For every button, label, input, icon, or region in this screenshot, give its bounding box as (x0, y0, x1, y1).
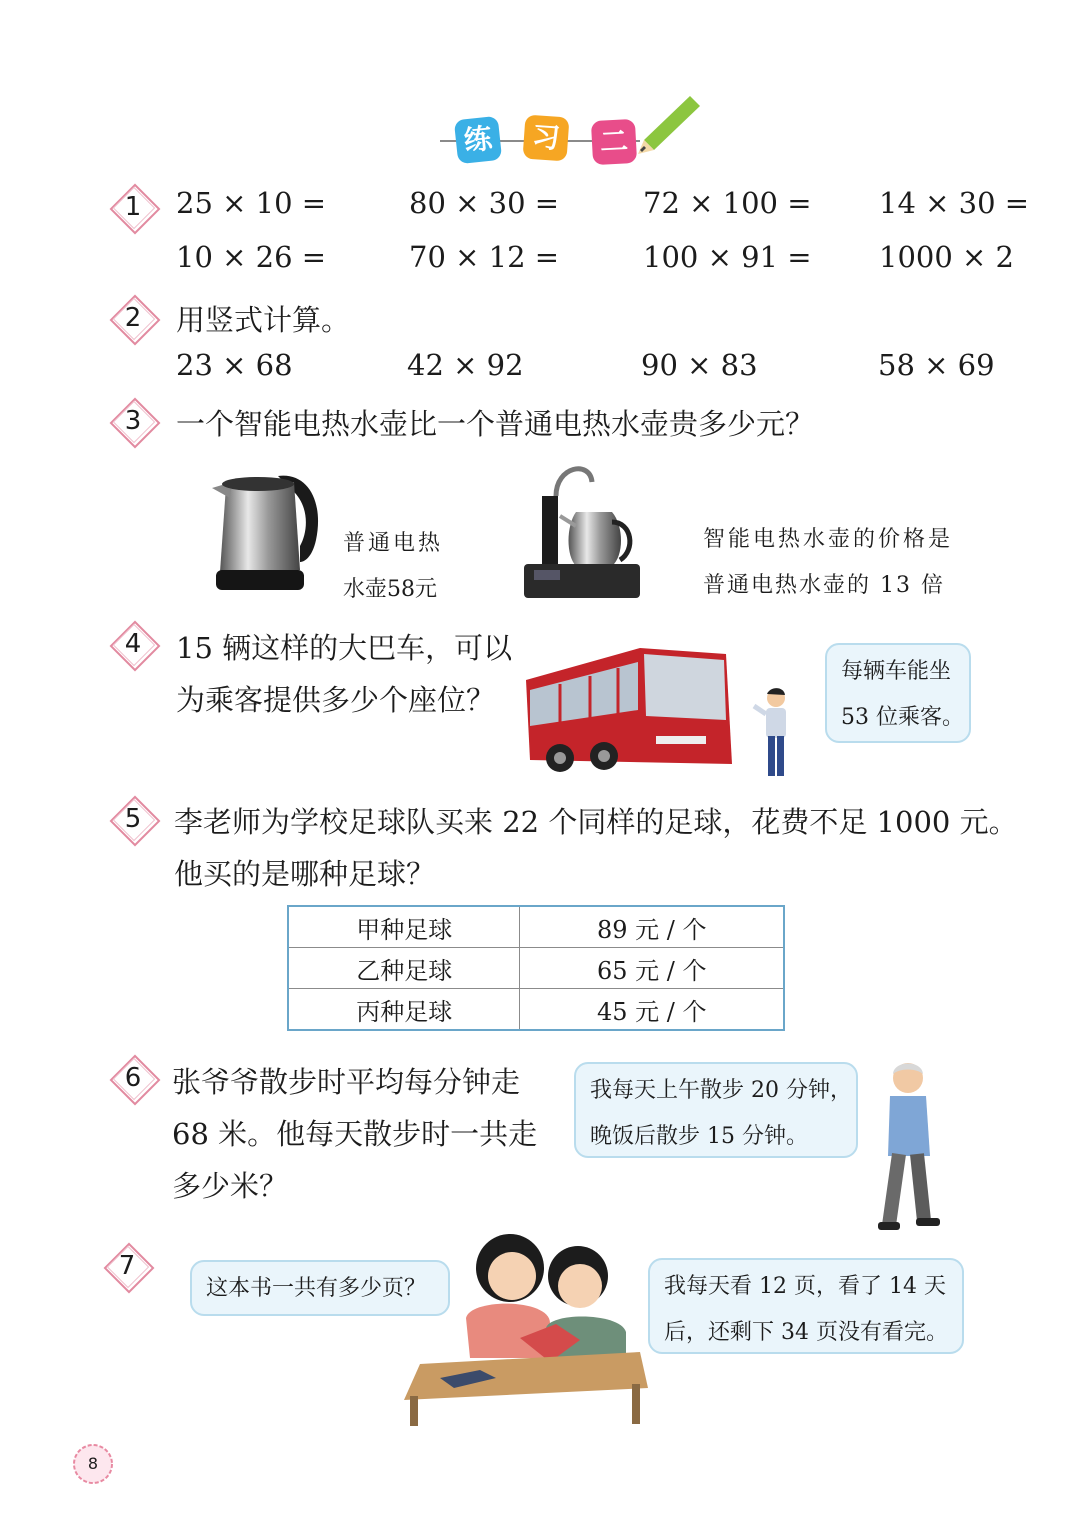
p5-question: 李老师为学校足球队买来 22 个同样的足球，花费不足 1000 元。 (174, 805, 1018, 839)
title-char-3: 二 (591, 119, 637, 165)
problem-5-number: 5 (113, 799, 153, 839)
p1-expr: 100 × 91 = (643, 240, 812, 274)
children-reading-illustration (400, 1228, 650, 1428)
p3-label-smart: 智能电热水壶的价格是 (703, 527, 954, 552)
problem-1-number: 1 (113, 187, 153, 227)
title-char-2: 习 (523, 115, 570, 162)
table-cell: 45 元 / 个 (520, 989, 784, 1031)
p2-expr: 58 × 69 (878, 348, 995, 382)
pencil-icon (636, 94, 706, 154)
table-cell: 89 元 / 个 (520, 906, 784, 948)
problem-7-number: 7 (107, 1246, 147, 1286)
p5-question: 他买的是哪种足球？ (174, 857, 436, 891)
p6-speech-bubble (574, 1062, 858, 1158)
p3-label-normal: 普通电热 (343, 531, 444, 556)
problem-6-number: 6 (113, 1058, 153, 1098)
problem-2-number: 2 (113, 298, 153, 338)
p7-speech-bubble-right (648, 1258, 964, 1354)
problem-4-number: 4 (113, 624, 153, 664)
p1-expr: 10 × 26 = (176, 240, 327, 274)
page-number: 8 (87, 1454, 99, 1473)
p1-expr: 72 × 100 = (643, 186, 812, 220)
p1-expr: 70 × 12 = (409, 240, 560, 274)
table-cell: 乙种足球 (288, 948, 520, 989)
kettle-illustration (208, 462, 328, 598)
price-table (287, 905, 785, 1031)
p4-question: 为乘客提供多少个座位？ (176, 683, 496, 717)
title-char-1: 练 (454, 116, 502, 164)
p7-bubble-line: 这本书一共有多少页？ (206, 1276, 427, 1301)
p2-instruction: 用竖式计算。 (176, 303, 351, 337)
p3-label-smart: 普通电热水壶的 13 倍 (703, 573, 945, 598)
table-cell: 甲种足球 (288, 906, 520, 948)
p6-bubble-line: 晚饭后散步 15 分钟。 (590, 1124, 808, 1149)
table-row (288, 948, 784, 989)
smart-kettle-illustration (520, 456, 650, 602)
p3-label-normal: 水壶58元 (343, 577, 437, 602)
p6-bubble-line: 我每天上午散步 20 分钟， (590, 1078, 852, 1103)
p6-question: 多少米？ (172, 1169, 289, 1203)
grandpa-illustration (870, 1058, 946, 1240)
p2-expr: 90 × 83 (641, 348, 758, 382)
passenger-illustration (752, 686, 798, 780)
p4-speech-bubble (825, 643, 971, 743)
p6-question: 68 米。他每天散步时一共走 (172, 1117, 538, 1151)
p3-question: 一个智能电热水壶比一个普通电热水壶贵多少元？ (176, 407, 815, 441)
p7-bubble-line: 我每天看 12 页，看了 14 天 (664, 1274, 946, 1299)
table-row (288, 906, 784, 948)
p1-expr: 1000 × 2 (879, 240, 1014, 274)
bus-illustration (520, 640, 740, 780)
p2-expr: 42 × 92 (407, 348, 524, 382)
p4-question: 15 辆这样的大巴车，可以 (176, 631, 513, 665)
p6-question: 张爷爷散步时平均每分钟走 (172, 1065, 521, 1099)
p1-expr: 25 × 10 = (176, 186, 327, 220)
table-cell: 65 元 / 个 (520, 948, 784, 989)
p4-bubble-line: 53 位乘客。 (841, 705, 964, 730)
p2-expr: 23 × 68 (176, 348, 293, 382)
p1-expr: 80 × 30 = (409, 186, 560, 220)
table-row (288, 989, 784, 1031)
table-cell: 丙种足球 (288, 989, 520, 1031)
problem-3-number: 3 (113, 401, 153, 441)
p1-expr: 14 × 30 = (879, 186, 1030, 220)
p4-bubble-line: 每辆车能坐 (841, 659, 952, 684)
p7-bubble-line: 后，还剩下 34 页没有看完。 (664, 1320, 948, 1345)
